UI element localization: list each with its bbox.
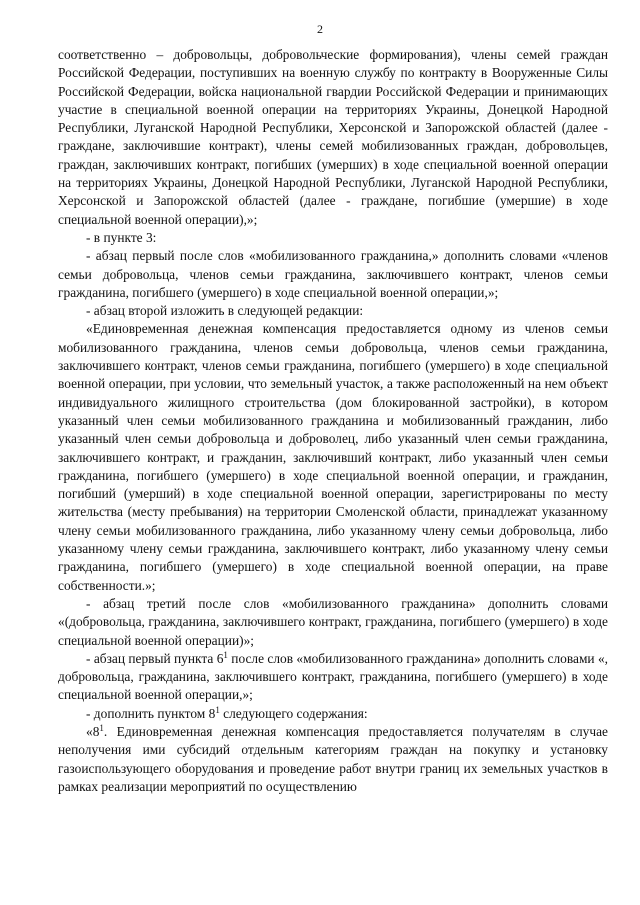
paragraph-8-superscript: 1 [215, 704, 220, 715]
document-body [58, 46, 608, 796]
paragraph-7-superscript: 1 [223, 649, 228, 660]
paragraph-3: - абзац первый после слов «мобилизованного гражданина,» дополнить словами «членов семьи добровольца, членов семьи гражданина, заключившего контракт, членов семьи гражданина, погибшего (умершего) в ходе специальной военной операции,»; [58, 248, 608, 300]
page-number: 2 [317, 22, 323, 36]
paragraph-9-start: «8 [86, 723, 100, 739]
paragraph-7-start: - абзац первый пункта 6 [86, 650, 224, 666]
paragraph-2: - в пункте 3: [86, 229, 157, 245]
paragraph-4: - абзац второй изложить в следующей редакции: [86, 303, 364, 319]
paragraph-1: соответственно – добровольцы, добровольческие формирования), члены семей граждан Российской Федерации, поступивших на военную службу по контракту в Вооруженные Силы Российской Федерации, войска национальной гвардии Российской Федерации и принимающих участие в специальной военной операции на территориях Украины, Донецкой Народной Республики, Луганской Народной Республики, Херсонской и Запорожской областей (далее - граждане, заключившие контракт), члены семей мобилизованных граждан, добровольцев, граждан, заключивших контракт, погибших (умерших) в ходе специальной военной операции на территориях Украины, Донецкой Народной Республики, Луганской Народной Республики, Херсонской и Запорожской областей (далее - граждане, погибшие (умершие) в ходе специальной военной операции),»; [58, 47, 608, 227]
paragraph-7 [58, 650, 608, 705]
paragraph-5: «Единовременная денежная компенсация предоставляется одному из членов семьи мобилизованного гражданина, членов семьи добровольца, членов семьи гражданина, заключившего контракт, членов семьи гражданина, погибшего (умершего) в ходе специальной военной операции, при условии, что земельный участок, а также расположенный на нем объект индивидуального жилищного строительства (дом блокированной застройки), в котором указанный член семьи мобилизованного гражданина и мобилизованный гражданин, либо указанный член семьи добровольца и доброволец, либо указанный член семьи гражданина, заключившего контракт, и гражданин, заключивший контракт, либо указанный член семьи гражданина, погибшего (умершего) в ходе специальной военной операции, и гражданин, погибший (умерший) в ходе специальной военной операции, зарегистрированы по месту жительства (месту пребывания) на территории Смоленской области, принадлежат указанному члену семьи мобилизованного гражданина, либо указанному члену семьи добровольца, либо указанному члену семьи гражданина, заключившего контракт, либо указанному члену семьи гражданина, погибшего (умершего) в ходе специальной военной операции, на праве собственности.»; [58, 321, 608, 593]
paragraph-9 [58, 723, 608, 796]
paragraph-8-start: - дополнить пунктом 8 [86, 705, 216, 721]
paragraph-7-end: после слов «мобилизованного гражданина» дополнить словами «, добровольца, гражданина, заключившего контракт, гражданина, погибшего (умершего) в ходе специальной военной операции,»; [58, 650, 609, 703]
paragraph-8-end: следующего содержания: [219, 705, 368, 721]
paragraph-9-end: . Единовременная денежная компенсация предоставляется получателям в случае неполучения ими субсидий отдельным категориям граждан на покупку и установку газоиспользующего оборудования и проведение работ внутри границ их земельных участков в рамках реализации мероприятий по осуществлению [58, 723, 608, 794]
paragraph-8 [58, 705, 608, 723]
paragraph-6: - абзац третий после слов «мобилизованного гражданина» дополнить словами «(добровольца, гражданина, заключившего контракт, гражданина, погибшего (умершего) в ходе специальной военной операции)»; [58, 595, 608, 648]
paragraph-9-superscript: 1 [99, 722, 104, 733]
